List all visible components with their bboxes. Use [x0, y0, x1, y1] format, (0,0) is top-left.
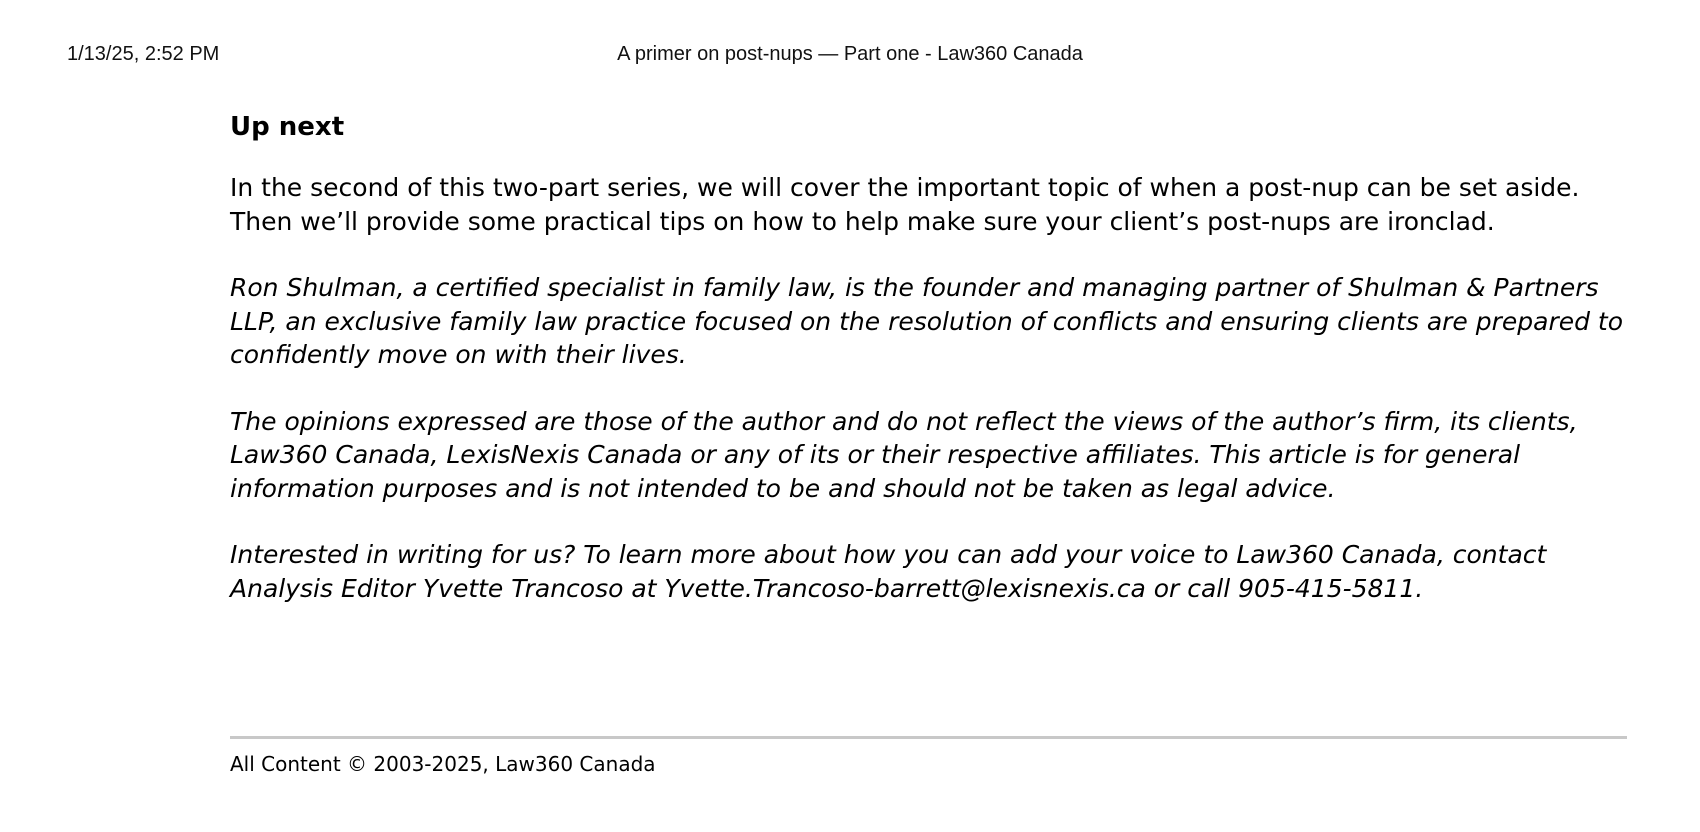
print-datetime: 1/13/25, 2:52 PM [67, 43, 220, 65]
footer-divider [230, 736, 1627, 739]
paragraph-up-next: In the second of this two-part series, we will cover the important topic of when a post-nup can be set aside. Then we’ll provide some practical tips on how to help make sure your client’s post-nups are ironclad. [230, 173, 1580, 236]
section-heading-up-next: Up next [230, 112, 345, 142]
print-page-title: A primer on post-nups — Part one - Law360 Canada [617, 43, 1083, 65]
paragraph-author-bio: Ron Shulman, a certified specialist in family law, is the founder and managing partner of Shulman & Partners LLP, an exclusive family law practice focused on the resolution of conflicts and ensuring clients are prepared to confidently move on with their lives. [230, 273, 1624, 369]
paragraph-disclaimer: The opinions expressed are those of the author and do not reflect the views of the author’s firm, its clients, Law360 Canada, LexisNexis Canada or any of its or their respective affiliates. This article is for general information purposes and is not intended to be and should not be taken as legal advice. [230, 406, 1578, 503]
print-header [67, 43, 1633, 67]
footer-copyright: All Content © 2003-2025, Law360 Canada [230, 752, 656, 776]
article-body [230, 111, 1630, 638]
paragraph-contribute: Interested in writing for us? To learn more about how you can add your voice to Law360 Canada, contact Analysis Editor Yvette Trancoso at Yvette.Trancoso-barrett@lexisnexis.ca or call 905-415-5811. [230, 540, 1547, 603]
